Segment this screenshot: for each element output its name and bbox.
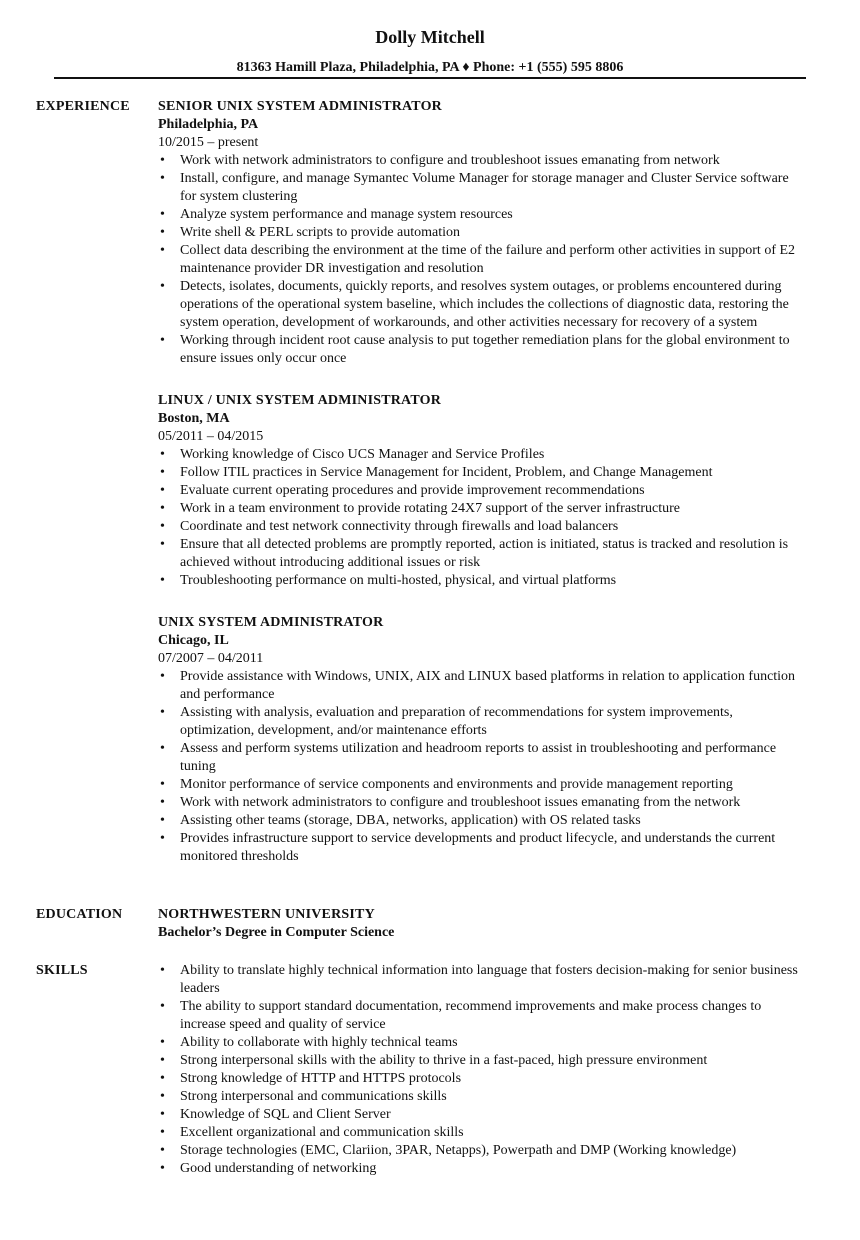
- list-item: • Working knowledge of Cisco UCS Manager and Service Profiles: [158, 446, 808, 464]
- job-location: Chicago, IL: [158, 633, 229, 648]
- list-item: • Assisting with analysis, evaluation and preparation of recommendations for system improvements, optimization, development, and/or maintenance efforts: [158, 704, 808, 740]
- list-item: • Provide assistance with Windows, UNIX, AIX and LINUX based platforms in relation to application function and performance: [158, 668, 808, 704]
- list-item: • The ability to support standard documentation, recommend improvements and make process changes to increase speed and quality of service: [158, 998, 808, 1034]
- list-item: • Strong interpersonal skills with the ability to thrive in a fast-paced, high pressure environment: [158, 1052, 808, 1070]
- list-item: • Detects, isolates, documents, quickly reports, and resolves system outages, or problems encountered during operations of the operational system baseline, which includes the collections of diagnostic data, restoring the system operation, development of workarounds, and other activities necessary for recovery of a system: [158, 278, 808, 332]
- list-item: • Good understanding of networking: [158, 1160, 808, 1178]
- job-entry: [158, 392, 808, 590]
- list-item: • Storage technologies (EMC, Clariion, 3PAR, Netapps), Powerpath and DMP (Working knowledge): [158, 1142, 808, 1160]
- list-item: • Coordinate and test network connectivity through firewalls and load balancers: [158, 518, 808, 536]
- job-dates: 10/2015 – present: [158, 135, 259, 150]
- list-item: • Strong interpersonal and communications skills: [158, 1088, 808, 1106]
- list-item: • Working through incident root cause analysis to put together remediation plans for the global environment to ensure issues only occur once: [158, 332, 808, 368]
- list-item: • Work in a team environment to provide rotating 24X7 support of the server infrastructure: [158, 500, 808, 518]
- list-item: • Ensure that all detected problems are promptly reported, action is initiated, status is tracked and resolution is achieved without introducing additional issues or risk: [158, 536, 808, 572]
- contact-line: 81363 Hamill Plaza, Philadelphia, PA ♦ Phone: +1 (555) 595 8806: [236, 60, 624, 75]
- list-item: • Provides infrastructure support to service developments and product lifecycle, and understands the current monitored thresholds: [158, 830, 808, 866]
- experience-list: [158, 98, 808, 866]
- list-item: • Install, configure, and manage Symantec Volume Manager for storage manager and Cluster Service software for system clustering: [158, 170, 808, 206]
- list-item: • Collect data describing the environment at the time of the failure and perform other activities in support of E2 maintenance provider DR investigation and resolution: [158, 242, 808, 278]
- list-item: • Strong knowledge of HTTP and HTTPS protocols: [158, 1070, 808, 1088]
- list-item: • Ability to translate highly technical information into language that fosters decision-making for senior business leaders: [158, 962, 808, 998]
- list-item: • Assisting other teams (storage, DBA, networks, application) with OS related tasks: [158, 812, 808, 830]
- section-title-experience: EXPERIENCE: [36, 99, 130, 114]
- list-item: • Write shell & PERL scripts to provide automation: [158, 224, 808, 242]
- candidate-name: Dolly Mitchell: [375, 27, 485, 47]
- job-location: Boston, MA: [158, 411, 230, 426]
- list-item: • Assess and perform systems utilization and headroom reports to assist in troubleshooting and performance tuning: [158, 740, 808, 776]
- list-item: • Knowledge of SQL and Client Server: [158, 1106, 808, 1124]
- header-divider: [54, 77, 806, 79]
- job-entry: [158, 98, 808, 368]
- skills-list: [158, 962, 808, 1178]
- degree: Bachelor’s Degree in Computer Science: [158, 925, 395, 940]
- list-item: • Work with network administrators to configure and troubleshoot issues emanating from network: [158, 152, 808, 170]
- list-item: • Monitor performance of service components and environments and provide management reporting: [158, 776, 808, 794]
- school-name: NORTHWESTERN UNIVERSITY: [158, 907, 375, 922]
- list-item: • Evaluate current operating procedures and provide improvement recommendations: [158, 482, 808, 500]
- list-item: • Work with network administrators to configure and troubleshoot issues emanating from the network: [158, 794, 808, 812]
- job-location: Philadelphia, PA: [158, 117, 259, 132]
- education-entry: [158, 906, 808, 942]
- list-item: • Ability to collaborate with highly technical teams: [158, 1034, 808, 1052]
- skills-bullets: [158, 962, 808, 1178]
- job-title: UNIX SYSTEM ADMINISTRATOR: [158, 615, 384, 630]
- list-item: • Excellent organizational and communication skills: [158, 1124, 808, 1142]
- list-item: • Follow ITIL practices in Service Management for Incident, Problem, and Change Management: [158, 464, 808, 482]
- job-entry: [158, 614, 808, 866]
- job-bullets: [158, 152, 808, 368]
- job-title: SENIOR UNIX SYSTEM ADMINISTRATOR: [158, 99, 442, 114]
- section-title-education: EDUCATION: [36, 907, 123, 922]
- list-item: • Analyze system performance and manage system resources: [158, 206, 808, 224]
- job-dates: 05/2011 – 04/2015: [158, 429, 264, 444]
- job-bullets: [158, 668, 808, 866]
- job-title: LINUX / UNIX SYSTEM ADMINISTRATOR: [158, 393, 442, 408]
- job-dates: 07/2007 – 04/2011: [158, 651, 264, 666]
- job-bullets: [158, 446, 808, 590]
- list-item: • Troubleshooting performance on multi-hosted, physical, and virtual platforms: [158, 572, 808, 590]
- section-title-skills: SKILLS: [36, 963, 88, 978]
